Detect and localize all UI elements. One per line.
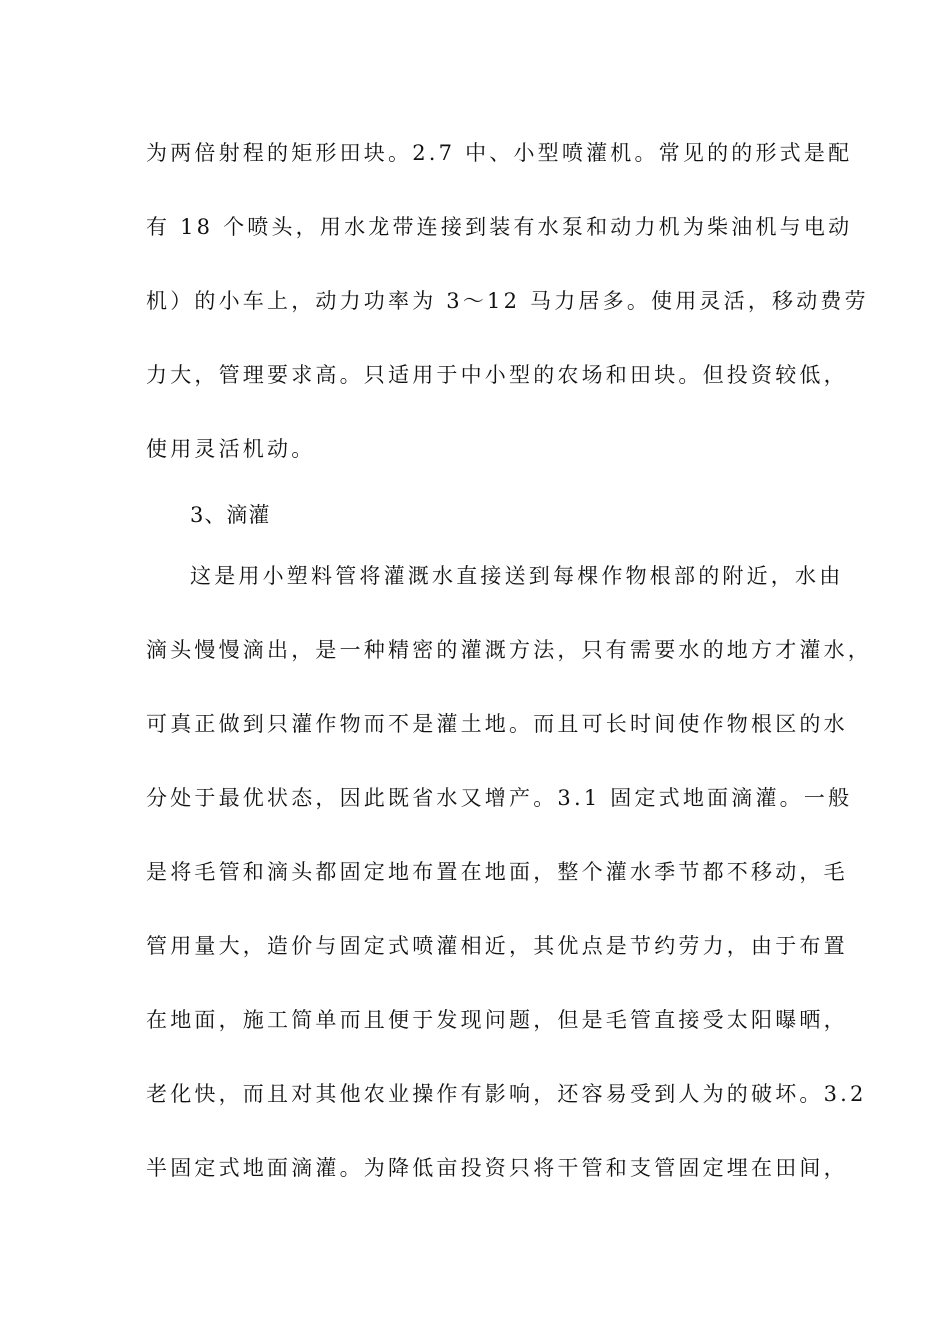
text-line: 为两倍射程的矩形田块。2.7 中、小型喷灌机。常见的的形式是配 (146, 141, 853, 165)
text-line: 在地面，施工简单而且便于发现问题，但是毛管直接受太阳曝晒， (146, 1008, 848, 1032)
text-line: 半固定式地面滴灌。为降低亩投资只将干管和支管固定埋在田间， (146, 1156, 848, 1180)
text-line: 可真正做到只灌作物而不是灌土地。而且可长时间使作物根区的水 (146, 712, 848, 736)
text-line: 力大，管理要求高。只适用于中小型的农场和田块。但投资较低， (146, 363, 848, 387)
section-heading: 3、滴灌 (190, 503, 271, 527)
paragraph-first-line: 这是用小塑料管将灌溉水直接送到每棵作物根部的附近，水由 (190, 564, 844, 588)
text-line: 机）的小车上，动力功率为 3～12 马力居多。使用灵活，移动费劳 (146, 289, 869, 313)
text-line: 分处于最优状态，因此既省水又增产。3.1 固定式地面滴灌。一般 (146, 786, 853, 810)
text-line: 滴头慢慢滴出，是一种精密的灌溉方法，只有需要水的地方才灌水， (146, 638, 872, 662)
text-line: 管用量大，造价与固定式喷灌相近，其优点是节约劳力，由于布置 (146, 934, 848, 958)
text-line: 使用灵活机动。 (146, 437, 316, 461)
text-line: 是将毛管和滴头都固定地布置在地面，整个灌水季节都不移动，毛 (146, 860, 848, 884)
text-line: 老化快，而且对其他农业操作有影响，还容易受到人为的破坏。3.2 (146, 1082, 867, 1106)
text-line: 有 18 个喷头，用水龙带连接到装有水泵和动力机为柴油机与电动 (146, 215, 853, 239)
